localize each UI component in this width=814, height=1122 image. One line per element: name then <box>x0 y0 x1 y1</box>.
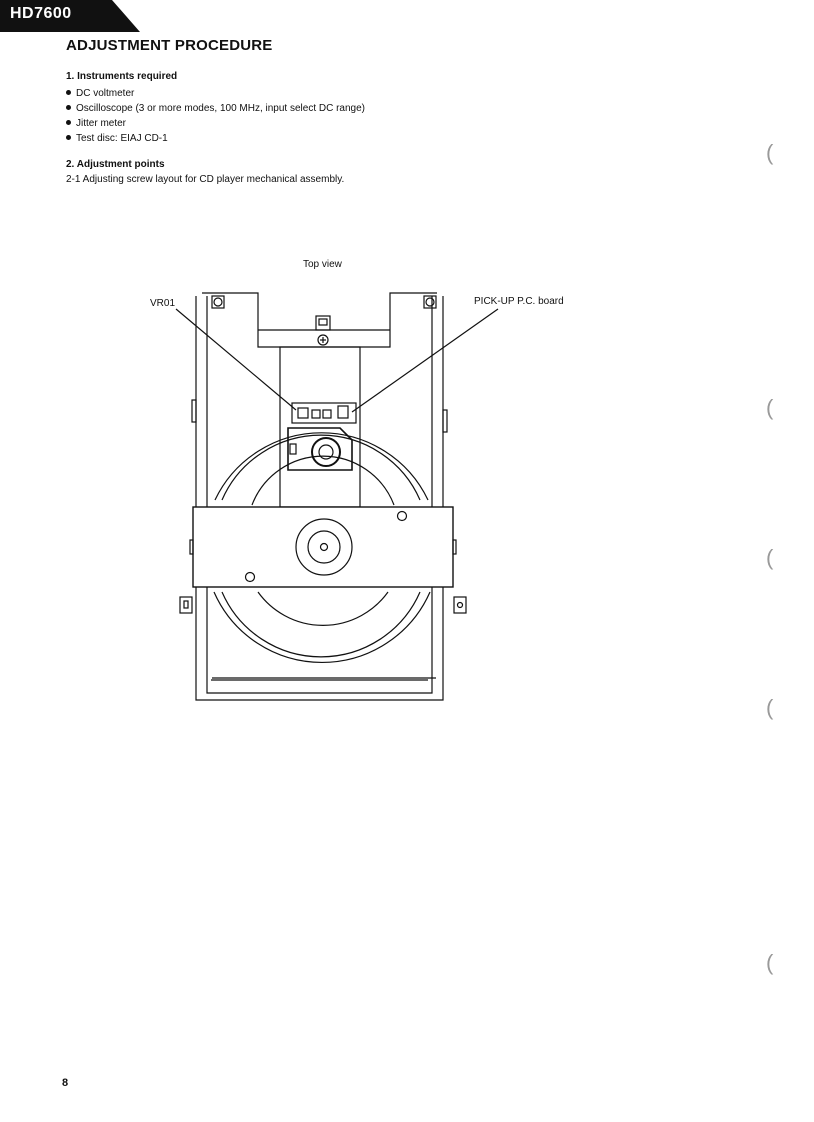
section1-heading: 1. Instruments required <box>66 71 178 82</box>
punch-hole-mark-icon: ( <box>766 950 774 975</box>
punch-hole-mark-icon: ( <box>766 545 774 570</box>
punch-hole-mark-icon: ( <box>766 395 774 420</box>
section2-subheading: 2-1 Adjusting screw layout for CD player mechanical assembly. <box>66 174 345 185</box>
figure-view-label: Top view <box>303 259 342 270</box>
list-item-text: Oscilloscope (3 or more modes, 100 MHz, input select DC range) <box>76 103 366 114</box>
leader-line-pickup <box>352 309 498 412</box>
model-name: HD7600 <box>10 5 72 22</box>
list-item-text: Test disc: EIAJ CD-1 <box>76 133 168 144</box>
list-item-text: DC voltmeter <box>76 88 135 99</box>
punch-hole-mark-icon: ( <box>766 695 774 720</box>
list-item-text: Jitter meter <box>76 118 127 129</box>
pickup-sled <box>280 316 360 507</box>
page-number: 8 <box>62 1077 69 1089</box>
punch-hole-mark-icon: ( <box>766 140 774 165</box>
clamp-bar <box>190 507 456 587</box>
leader-line-vr01 <box>176 309 296 410</box>
callout-pickup-board: PICK-UP P.C. board <box>474 296 564 307</box>
callout-vr01: VR01 <box>150 298 176 309</box>
page-title: ADJUSTMENT PROCEDURE <box>66 37 273 54</box>
section2-heading: 2. Adjustment points <box>66 159 165 170</box>
